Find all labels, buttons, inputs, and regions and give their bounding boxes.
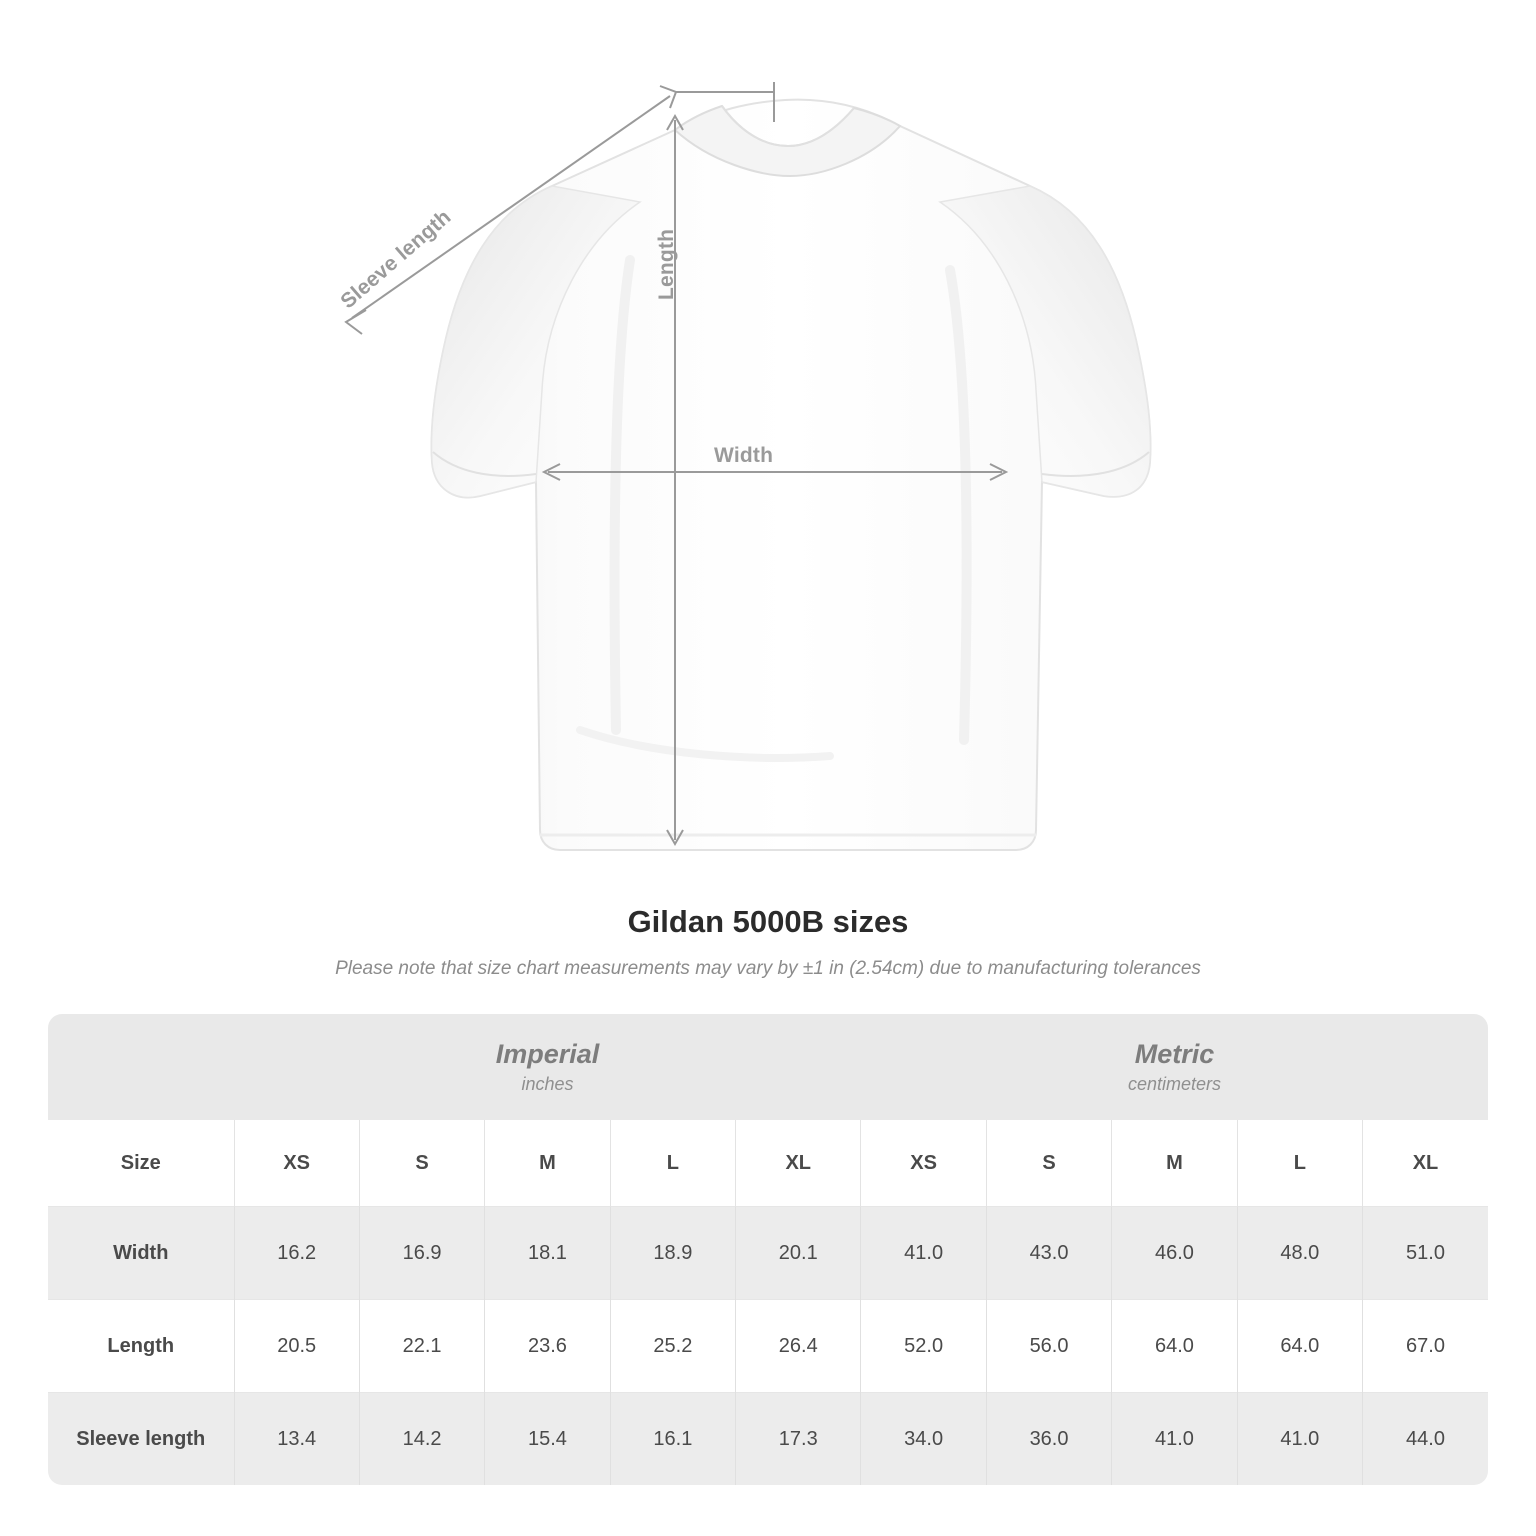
cell-width-1: 16.9 (359, 1207, 484, 1300)
cell-width-3: 18.9 (610, 1207, 735, 1300)
header-col-0: XS (234, 1120, 359, 1207)
row-label-sleeve-length: Sleeve length (48, 1393, 234, 1486)
group-header-spacer (48, 1014, 234, 1120)
cell-width-6: 43.0 (986, 1207, 1111, 1300)
header-col-7: M (1112, 1120, 1237, 1207)
header-col-9: XL (1363, 1120, 1488, 1207)
cell-length-5: 52.0 (861, 1300, 986, 1393)
table-column-header-row (48, 1120, 1488, 1207)
cell-width-9: 51.0 (1363, 1207, 1488, 1300)
cell-width-4: 20.1 (736, 1207, 861, 1300)
cell-sleeve-3: 16.1 (610, 1393, 735, 1486)
header-col-6: S (986, 1120, 1111, 1207)
cell-length-7: 64.0 (1112, 1300, 1237, 1393)
page-title: Gildan 5000B sizes (627, 904, 909, 939)
cell-sleeve-7: 41.0 (1112, 1393, 1237, 1486)
cell-width-5: 41.0 (861, 1207, 986, 1300)
header-col-4: XL (736, 1120, 861, 1207)
size-table-wrap (48, 1014, 1488, 1485)
cell-sleeve-2: 15.4 (485, 1393, 610, 1486)
table-row (48, 1393, 1488, 1486)
cell-sleeve-0: 13.4 (234, 1393, 359, 1486)
cell-length-6: 56.0 (986, 1300, 1111, 1393)
tolerance-note: Please note that size chart measurements may vary by ±1 in (2.54cm) due to manufacturing tolerances (335, 958, 1201, 979)
header-col-2: M (485, 1120, 610, 1207)
cell-sleeve-9: 44.0 (1363, 1393, 1488, 1486)
length-label: Length (655, 228, 678, 300)
table-row (48, 1300, 1488, 1393)
cell-width-7: 46.0 (1112, 1207, 1237, 1300)
header-col-5: XS (861, 1120, 986, 1207)
header-col-8: L (1237, 1120, 1362, 1207)
cell-length-8: 64.0 (1237, 1300, 1362, 1393)
group-name-metric: Metric (1134, 1038, 1215, 1069)
table-row (48, 1207, 1488, 1300)
header-size: Size (48, 1120, 234, 1207)
cell-sleeve-8: 41.0 (1237, 1393, 1362, 1486)
cell-sleeve-6: 36.0 (986, 1393, 1111, 1486)
cell-sleeve-5: 34.0 (861, 1393, 986, 1486)
cell-length-0: 20.5 (234, 1300, 359, 1393)
row-label-width: Width (48, 1207, 234, 1300)
group-header-imperial (234, 1014, 861, 1120)
cell-width-0: 16.2 (234, 1207, 359, 1300)
cell-sleeve-1: 14.2 (359, 1393, 484, 1486)
sleeve-length-label: Sleeve length (336, 205, 456, 314)
cell-width-2: 18.1 (485, 1207, 610, 1300)
row-label-length: Length (48, 1300, 234, 1393)
table-group-header-row (48, 1014, 1488, 1120)
cell-length-2: 23.6 (485, 1300, 610, 1393)
header-col-1: S (359, 1120, 484, 1207)
cell-width-8: 48.0 (1237, 1207, 1362, 1300)
header-col-3: L (610, 1120, 735, 1207)
size-table (48, 1014, 1488, 1485)
cell-length-3: 25.2 (610, 1300, 735, 1393)
dimension-lines (330, 60, 1230, 880)
cell-length-4: 26.4 (736, 1300, 861, 1393)
cell-length-1: 22.1 (359, 1300, 484, 1393)
group-unit-imperial: inches (521, 1074, 574, 1095)
cell-sleeve-4: 17.3 (736, 1393, 861, 1486)
group-unit-metric: centimeters (1127, 1074, 1221, 1095)
cell-length-9: 67.0 (1363, 1300, 1488, 1393)
group-header-metric (861, 1014, 1488, 1120)
group-name-imperial: Imperial (495, 1038, 600, 1069)
width-label: Width (714, 444, 774, 467)
